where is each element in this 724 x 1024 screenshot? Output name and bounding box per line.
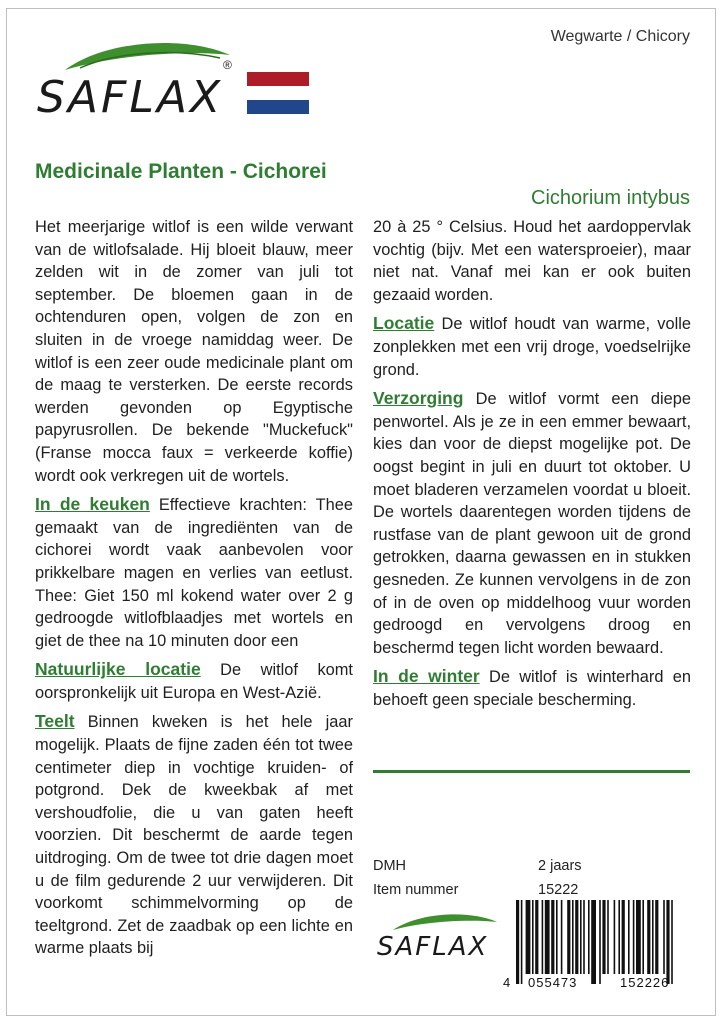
- netherlands-flag: [247, 72, 309, 114]
- brand-logo: [35, 30, 245, 125]
- brand-name-small: SAFLAX: [377, 932, 489, 962]
- intro-paragraph: Het meerjarige witlof is een wilde verwant van de witlofsalade. Hij bloeit blauw, meer zelden wit in de zomer van juli tot september. De bloemen gaan in de ochtenduren open, volgen de zon en sluiten in de vroege namiddag weer. De witlof is een zeer oude medicinale plant om de maag te versterken. De eerste records werden gevonden op Egyptische papyrusrollen. De bekende "Muckefuck" (Franse mocca faux = verkeerde koffie) wordt ook verkregen uit de wortels.: [35, 218, 353, 485]
- winter-paragraph: [373, 665, 691, 711]
- locatie-heading: Locatie: [373, 313, 435, 334]
- verzorging-paragraph: [373, 387, 691, 659]
- barcode-bar: [532, 900, 534, 974]
- barcode-bar: [535, 900, 538, 974]
- barcode-bar: [622, 900, 625, 974]
- barcode-bar: [542, 900, 544, 974]
- right-column: [373, 216, 691, 717]
- left-column: [35, 216, 353, 966]
- barcode-bar: [572, 900, 574, 974]
- teelt-continued: 20 à 25 ° Celsius. Houd het aardoppervlak vochtig (bijv. Met een watersproeier), maar niet nat. Vanaf mei kan er ook buiten gezaaid worden.: [373, 218, 691, 304]
- barcode-bar: [614, 900, 616, 974]
- keuken-text: Effectieve krachten: Thee gemaakt van de ingrediënten van de cichorei wordt vaak aanbevolen voor prikkelbare magen en verlies van eetlust. Thee: Giet 150 ml kokend water over 2 g gedroogde witlofblaadjes met wortels en giet de thee na 10 minuten door een: [35, 496, 353, 650]
- divider-line: [373, 770, 690, 773]
- dmh-value: 2 jaars: [538, 858, 582, 874]
- barcode-bar: [580, 900, 582, 974]
- barcode-bar: [591, 900, 596, 984]
- barcode-bar: [551, 900, 554, 974]
- registered-mark: ®: [223, 58, 232, 72]
- barcode-bar: [599, 900, 601, 984]
- product-name: Wegwarte / Chicory: [550, 28, 690, 45]
- natuurlijke-locatie-text: De witlof komt oorspronkelijk uit Europa en West-Azië.: [35, 661, 353, 702]
- barcode-bar: [567, 900, 570, 974]
- verzorging-text: De witlof vormt een diepe penwortel. Als je ze in een emmer bewaart, kies dan voor de diepst mogelijke pot. De oogst begint in juli en duurt tot oktober. U moet bladeren verzamelen voordat u bloeit. De wortels daarentegen worden tijdens de rustfase van de plant gewoon uit de grond getrokken, daarna gewassen en in stukken gesneden. Ze kunnen vervolgens in de zon of in de oven op middelhoog vuur worden gedroogd en vervolgens droog en beschermd tegen licht worden bewaard.: [373, 390, 691, 657]
- locatie-text: De witlof houdt van warme, volle zonplekken met een vrij droge, voedselrijke grond.: [373, 315, 691, 379]
- locatie-paragraph: [373, 312, 691, 381]
- item-number-value: 15222: [538, 882, 579, 898]
- latin-name: Cichorium intybus: [531, 187, 690, 209]
- keuken-heading: In de keuken: [35, 494, 150, 515]
- barcode-bar: [663, 900, 665, 974]
- barcode-bar: [575, 900, 578, 974]
- barcode-bar: [655, 900, 658, 974]
- barcode-digits-right: 152226: [620, 975, 670, 990]
- page-title: Medicinale Planten - Cichorei: [35, 160, 327, 183]
- barcode-bar: [545, 900, 550, 974]
- barcode-bar: [583, 900, 585, 974]
- winter-text: De witlof is winterhard en behoeft geen speciale bescherming.: [373, 668, 692, 709]
- barcode-bar: [526, 900, 531, 974]
- barcode-digits-left: 055473: [528, 975, 578, 990]
- barcode-bar: [652, 900, 654, 974]
- item-number-label: Item nummer: [373, 882, 459, 898]
- natuurlijke-locatie-paragraph: [35, 658, 353, 704]
- barcode-bar: [633, 900, 635, 974]
- winter-heading: In de winter: [373, 666, 480, 687]
- teelt-heading: Teelt: [35, 711, 75, 732]
- barcode-bar: [521, 900, 523, 984]
- brand-name: SAFLAX: [37, 72, 224, 123]
- keuken-paragraph: [35, 493, 353, 652]
- barcode-bar: [671, 900, 673, 984]
- verzorging-heading: Verzorging: [373, 388, 464, 409]
- dmh-label: DMH: [373, 858, 407, 874]
- teelt-paragraph: [35, 710, 353, 960]
- barcode-bar: [666, 900, 669, 984]
- natuurlijke-locatie-heading: Natuurlijke locatie: [35, 659, 201, 680]
- barcode-bar: [607, 900, 609, 974]
- barcode-bar: [561, 900, 563, 974]
- barcode-bar: [556, 900, 558, 974]
- barcode-bar: [588, 900, 590, 974]
- barcode-bar: [618, 900, 620, 974]
- barcode-bar: [516, 900, 519, 984]
- barcode-bar: [642, 900, 644, 974]
- teelt-text: Binnen kweken is het hele jaar mogelijk. Plaats de fijne zaden één tot twee centimeter diep in vochtige kruiden- of potgrond. Dek de kweekbak af met vershoudfolie, die u van gaten heeft voorzien. Dit beschermt de aarde tegen uitdroging. Om de twee tot drie dagen moet u de film gedurende 2 uur verwijderen. Dit voorkomt schimmelvorming op de teeltgrond. Zet de zaadbak op een lichte en warme plaats bij: [35, 713, 353, 958]
- barcode-digit-first: 4: [503, 975, 511, 990]
- barcode-bar: [636, 900, 641, 974]
- barcode-bar: [647, 900, 650, 974]
- brand-logo-small: [375, 908, 505, 973]
- barcode-bar: [628, 900, 630, 974]
- barcode-bar: [602, 900, 605, 974]
